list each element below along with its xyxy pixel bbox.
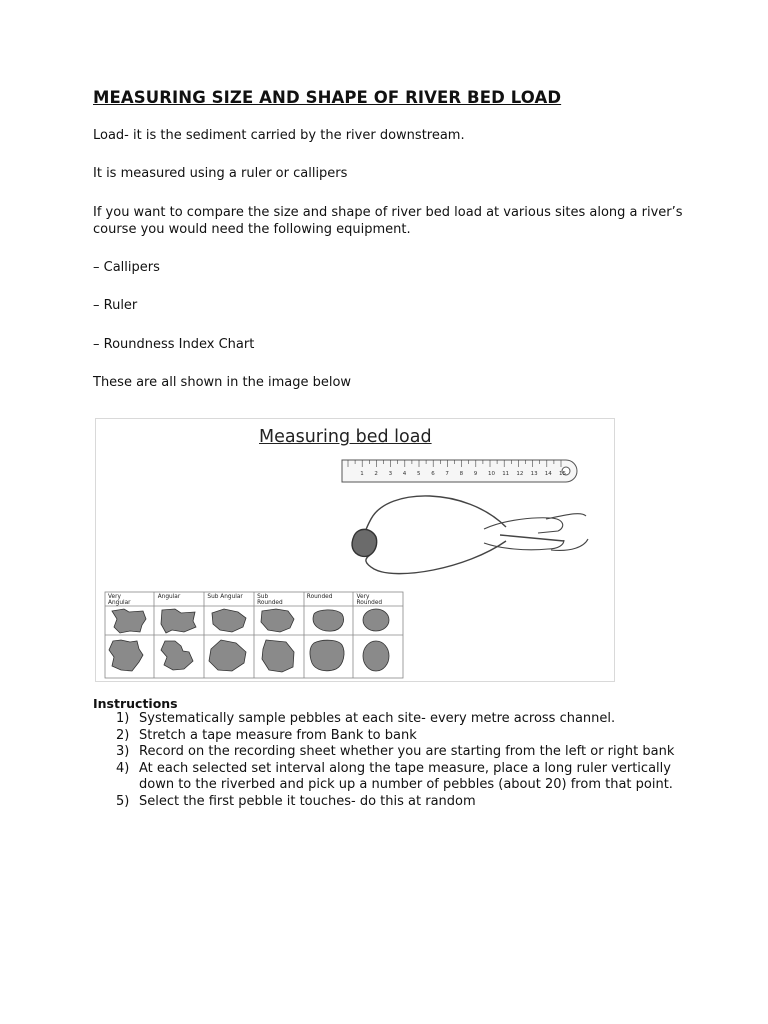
instruction-item [116,728,676,745]
ruler-number: 10 [488,471,495,477]
roundness-header: Sub Rounded [257,594,283,606]
ruler-number: 2 [374,471,378,477]
ruler-number: 15 [559,471,566,477]
instruction-item [116,711,676,728]
instructions-heading: Instructions [93,696,178,711]
image-note: These are all shown in the image below [93,375,352,390]
roundness-header: Very Angular [108,594,131,606]
instruction-number: 4) [116,760,130,776]
ruler-number: 5 [417,471,421,477]
instruction-number: 3) [116,744,130,759]
measurement-method: It is measured using a ruler or callipers [93,166,348,181]
equipment-callipers: – Callipers [93,260,160,275]
roundness-header: Sub Angular [207,594,243,600]
ruler-number: 14 [544,471,552,477]
ruler-number: 13 [530,471,538,477]
instruction-text: Select the first pebble it touches- do this at random [139,793,476,809]
instruction-text: At each selected set interval along the tape measure, place a long ruler vertically down to the riverbed and pick up a number of pebbles (about 20) from that point. [139,760,673,792]
roundness-header: Very Rounded [356,594,383,606]
bed-load-figure [95,418,615,682]
ruler-illustration [342,460,577,482]
equipment-roundness-chart: – Roundness Index Chart [93,337,255,352]
instruction-number: 1) [116,711,130,726]
ruler-number: 3 [388,471,393,477]
ruler-number: 7 [445,471,449,477]
figure-title: Measuring bed load [259,427,432,447]
figure-illustration [96,419,614,681]
instruction-item [116,744,676,761]
instruction-text: Record on the recording sheet whether you are starting from the left or right bank [139,744,675,759]
equipment-intro: If you want to compare the size and shape of river bed load at various sites along a river’s course you would need the following equipment. [93,205,683,237]
instruction-number: 5) [116,793,130,809]
instruction-number: 2) [116,727,130,743]
ruler-number: 12 [516,471,524,477]
instruction-item [116,794,676,811]
load-definition: Load- it is the sediment carried by the river downstream. [93,128,465,143]
ruler-number: 6 [431,471,435,477]
ruler-number: 4 [402,471,407,477]
instruction-item [116,761,676,794]
roundness-header: Angular [157,594,181,600]
page-title: MEASURING SIZE AND SHAPE OF RIVER BED LOAD [93,88,562,107]
ruler-number: 1 [360,471,364,477]
pebble-shapes [109,609,389,672]
equipment-ruler: – Ruler [93,298,138,313]
instructions-list [116,711,676,810]
instruction-text: Systematically sample pebbles at each site- every metre across channel. [139,711,616,726]
ruler-number: 8 [459,471,464,477]
callipers-illustration [352,496,588,574]
ruler-number: 11 [502,471,510,477]
roundness-header: Rounded [306,594,333,600]
instruction-text: Stretch a tape measure from Bank to bank [139,727,417,743]
ruler-number: 9 [473,471,478,477]
